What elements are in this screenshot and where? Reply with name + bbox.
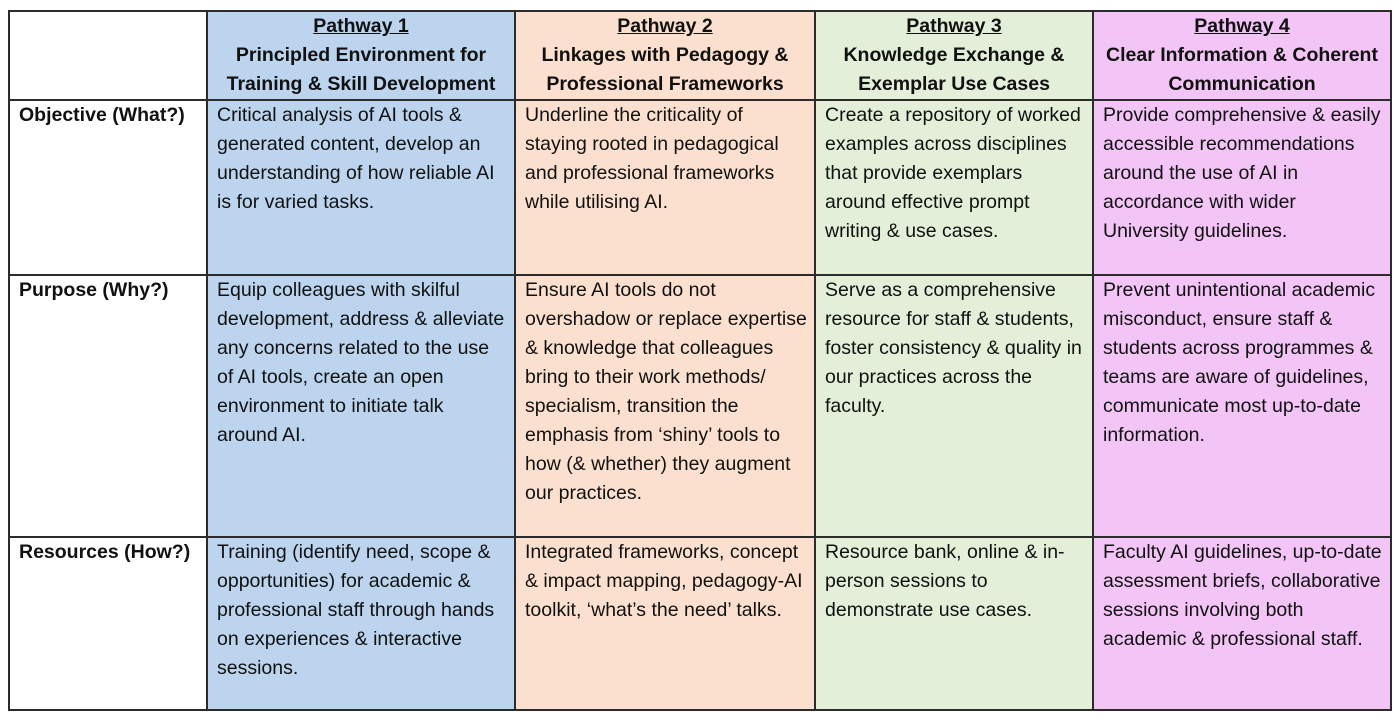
- objective-pathway-1: Critical analysis of AI tools & generated content, develop an understanding of how reliable AI is for varied tasks.: [207, 100, 515, 275]
- resources-row: [9, 537, 1391, 710]
- pathway-2-title: Pathway 2: [617, 15, 713, 37]
- purpose-label: Purpose (Why?): [9, 275, 207, 537]
- pathway-1-subtitle: Principled Environment for Training & Skill Development: [226, 44, 496, 95]
- pathway-4-subtitle: Clear Information & Coherent Communication: [1106, 44, 1378, 95]
- objective-pathway-2: Underline the criticality of staying rooted in pedagogical and professional frameworks while utilising AI.: [515, 100, 815, 275]
- objective-pathway-3: Create a repository of worked examples across disciplines that provide exemplars around effective prompt writing & use cases.: [815, 100, 1093, 275]
- pathway-3-header: [815, 11, 1093, 100]
- pathway-3-subtitle: Knowledge Exchange & Exemplar Use Cases: [843, 44, 1065, 95]
- purpose-pathway-4: Prevent unintentional academic misconduct, ensure staff & students across programmes & teams are aware of guidelines, communicate most up-to-date information.: [1093, 275, 1391, 537]
- pathway-2-subtitle: Linkages with Pedagogy & Professional Frameworks: [541, 44, 789, 95]
- resources-pathway-4: Faculty AI guidelines, up-to-date assessment briefs, collaborative sessions involving both academic & professional staff.: [1093, 537, 1391, 710]
- resources-pathway-2: Integrated frameworks, concept & impact mapping, pedagogy-AI toolkit, ‘what’s the need’ talks.: [515, 537, 815, 710]
- header-row: [9, 11, 1391, 100]
- corner-cell: [9, 11, 207, 100]
- pathway-1-title: Pathway 1: [313, 15, 409, 37]
- resources-pathway-3: Resource bank, online & in-person sessions to demonstrate use cases.: [815, 537, 1093, 710]
- pathways-table: [8, 10, 1392, 711]
- resources-label: Resources (How?): [9, 537, 207, 710]
- resources-pathway-1: Training (identify need, scope & opportunities) for academic & professional staff through hands on experiences & interactive sessions.: [207, 537, 515, 710]
- pathway-1-header: [207, 11, 515, 100]
- purpose-pathway-2: Ensure AI tools do not overshadow or replace expertise & knowledge that colleagues bring to their work methods/ specialism, transition the emphasis from ‘shiny’ tools to how (& whether) they augment our practices.: [515, 275, 815, 537]
- purpose-pathway-3: Serve as a comprehensive resource for staff & students, foster consistency & quality in our practices across the faculty.: [815, 275, 1093, 537]
- pathway-3-title: Pathway 3: [906, 15, 1002, 37]
- purpose-pathway-1: Equip colleagues with skilful development, address & alleviate any concerns related to the use of AI tools, create an open environment to initiate talk around AI.: [207, 275, 515, 537]
- pathway-4-title: Pathway 4: [1194, 15, 1290, 37]
- pathway-2-header: [515, 11, 815, 100]
- objective-pathway-4: Provide comprehensive & easily accessible recommendations around the use of AI in accordance with wider University guidelines.: [1093, 100, 1391, 275]
- objective-row: [9, 100, 1391, 275]
- pathway-4-header: [1093, 11, 1391, 100]
- purpose-row: [9, 275, 1391, 537]
- objective-label: Objective (What?): [9, 100, 207, 275]
